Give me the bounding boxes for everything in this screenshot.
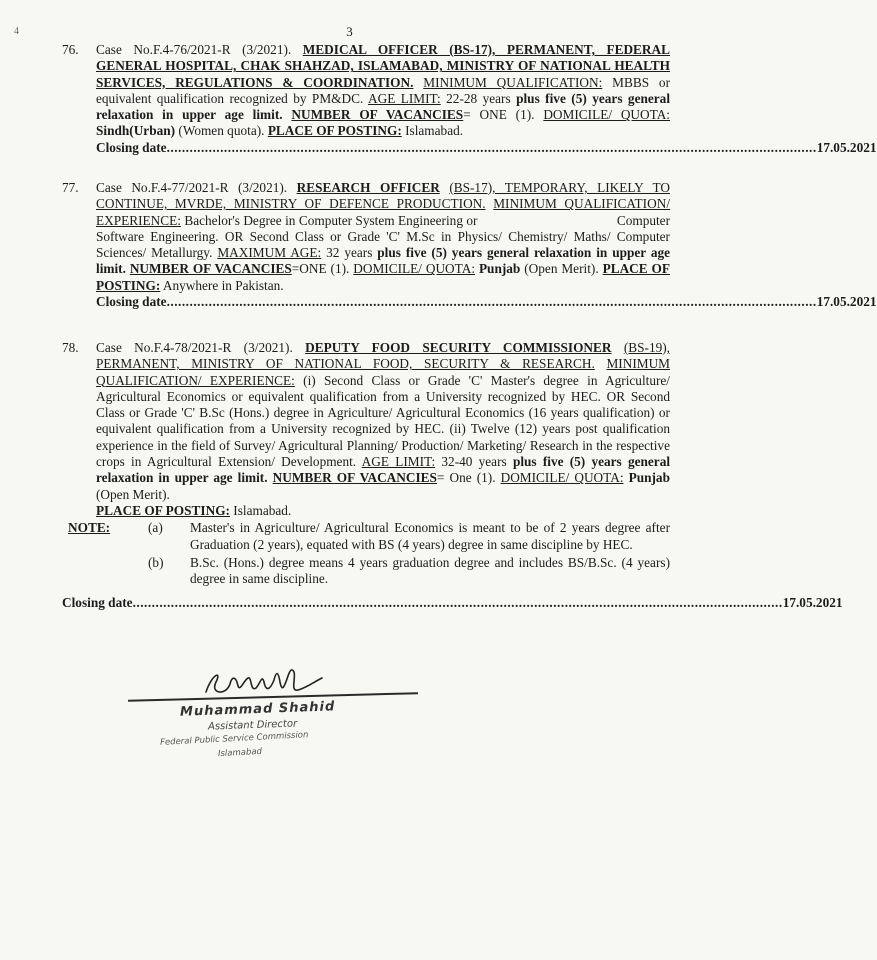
item-body [96,42,877,156]
post-title: MEDICAL OFFICER (BS-17), PERMANENT, FEDERAL GENERAL HOSPITAL, CHAK SHAHZAD, ISLAMABAD, MINISTRY OF NATIONAL HEALTH SERVICES, REGULATIONS & COORDINATION. [96,42,670,90]
note-item-a [62,520,670,553]
domicile-value: Punjab [628,470,670,486]
posting-text: Anywhere in Pakistan. [162,277,284,293]
closing-wrap [62,595,843,611]
case-number: Case No.F.4-77/2021-R (3/2021). [96,180,288,195]
qualification-text: (i) Second Class or Grade 'C' Master's degree in Agriculture/ Agricultural Economics or equivalent qualification from a University recognized by HEC. OR Second Class or Grade 'C' B.Sc (Hons.) degree in Agriculture/ Agricultural Economics (16 years qualification) or equivalent qualification from a University recognized by HEC. (ii) Twelve (12) years post qualification experience in the field of Survey/ Agricultural Planning/ Production/ Marketing/ Research in the respective crops in Agricultural Extension/ Development. [96,372,671,470]
advertisement-item-78 [62,340,843,612]
post-details: (BS-19), PERMANENT, MINISTRY OF NATIONAL FOOD, SECURITY & RESEARCH. [96,340,670,372]
qualification-label: MINIMUM QUALIFICATION/ EXPERIENCE: [96,356,670,388]
domicile-label: DOMICILE/ QUOTA: [543,107,670,123]
vacancies-label: NUMBER OF VACANCIES [129,261,292,277]
vacancies-text: = ONE (1). [463,107,535,123]
note-text: Master's in Agriculture/ Agricultural Economics is meant to be of 2 years degree after Graduation (2 years), equated with BS (4 years) degree in same discipline by HEC. [190,520,670,552]
posting-label: PLACE OF POSTING: [96,502,230,518]
closing-date-value: 17.05.2021 [782,595,843,611]
closing-date-row: Closing date .......................................................................................................................................................................... 17.05.2021 [62,595,843,611]
closing-date-label: Closing date [62,595,133,611]
closing-date-value: 17.05.2021 [816,294,877,310]
signatory-organization: Federal Public Service Commission [159,730,309,748]
item-body [96,340,670,519]
closing-date-label: Closing date [96,294,167,310]
post-details: (BS-17), TEMPORARY, LIKELY TO CONTINUE, MVRDE, MINISTRY OF DEFENCE PRODUCTION. [96,180,670,212]
qualification-text-continued: Computer Software Engineering. OR Second Class or Grade 'C' M.Sc in Physics/ Chemistry/ Maths/ Computer Sciences/ Metallurgy. [96,212,671,261]
note-label: NOTE: [68,520,111,536]
signature-block [120,668,440,778]
domicile-quota: (Open Merit). [524,261,599,277]
age-limit-text: 32 years [326,245,373,261]
vacancies-text: = One (1). [436,470,496,486]
post-title: RESEARCH OFFICER [296,180,440,195]
posting-label: PLACE OF POSTING: [267,123,402,139]
vacancies-label: NUMBER OF VACANCIES [272,470,437,486]
post-title: DEPUTY FOOD SECURITY COMMISSIONER [305,340,612,355]
closing-date-label: Closing date [96,139,167,155]
qualification-label: MINIMUM QUALIFICATION/ EXPERIENCE: [96,196,671,228]
signatory-name: Muhammad Shahid [179,699,336,720]
age-limit-text: 22-28 years [446,90,511,106]
item-body [96,180,877,310]
case-number: Case No.F.4-76/2021-R (3/2021). [96,42,292,57]
domicile-value: Punjab [478,261,521,277]
age-limit-text: 32-40 years [441,454,507,470]
domicile-quota: (Open Merit). [96,486,170,502]
posting-text: Islamabad. [405,123,464,139]
domicile-label: DOMICILE/ QUOTA: [353,261,476,277]
advertisement-item-77 [62,180,877,310]
domicile-value: Sindh(Urban) [96,123,176,139]
age-relaxation-text: plus five (5) years general relaxation in upper age limit. [96,245,671,277]
item-number: 78. [62,340,79,355]
vacancies-label: NUMBER OF VACANCIES [291,107,464,123]
closing-date-row: Closing date .......................................................................................................................................................................... 17.05.2021 [96,294,877,310]
note-tag: (b) [148,554,164,570]
domicile-quota: (Women quota). [178,123,265,139]
qualification-label: MINIMUM QUALIFICATION: [423,74,603,90]
note-text: B.Sc. (Hons.) degree means 4 years graduation degree and includes BS/B.Sc. (4 years) degree in same discipline. [190,554,670,587]
case-number: Case No.F.4-78/2021-R (3/2021). [96,340,293,355]
posting-text: Islamabad. [233,502,292,518]
vacancies-text: =ONE (1). [291,261,350,277]
corner-mark: 4 [14,26,19,37]
domicile-label: DOMICILE/ QUOTA: [500,470,624,486]
item-number: 77. [62,180,79,195]
note-tag: (a) [148,520,163,536]
note-block [62,520,670,587]
closing-date-row: Closing date .......................................................................................................................................................................... 17.05.2021 [96,139,877,155]
signatory-city: Islamabad [217,746,263,760]
qualification-text: Bachelor's Degree in Computer System Engineering or [184,212,478,228]
posting-label: PLACE OF POSTING: [96,261,671,293]
qualification-text: MBBS or equivalent qualification recognized by PM&DC. [96,74,671,106]
age-relaxation-text: plus five (5) years general relaxation in upper age limit. [96,90,671,123]
signatory-title: Assistant Director [207,718,298,733]
age-relaxation-text: plus five (5) years general relaxation in upper age limit. [96,454,671,486]
age-limit-label: MAXIMUM AGE: [217,245,322,261]
note-item-b [62,555,670,588]
item-number: 76. [62,42,79,57]
age-limit-label: AGE LIMIT: [361,454,436,470]
page-number: 3 [346,24,353,39]
closing-date-value: 17.05.2021 [816,139,877,155]
age-limit-label: AGE LIMIT: [367,90,441,106]
advertisement-item-76 [62,42,877,156]
